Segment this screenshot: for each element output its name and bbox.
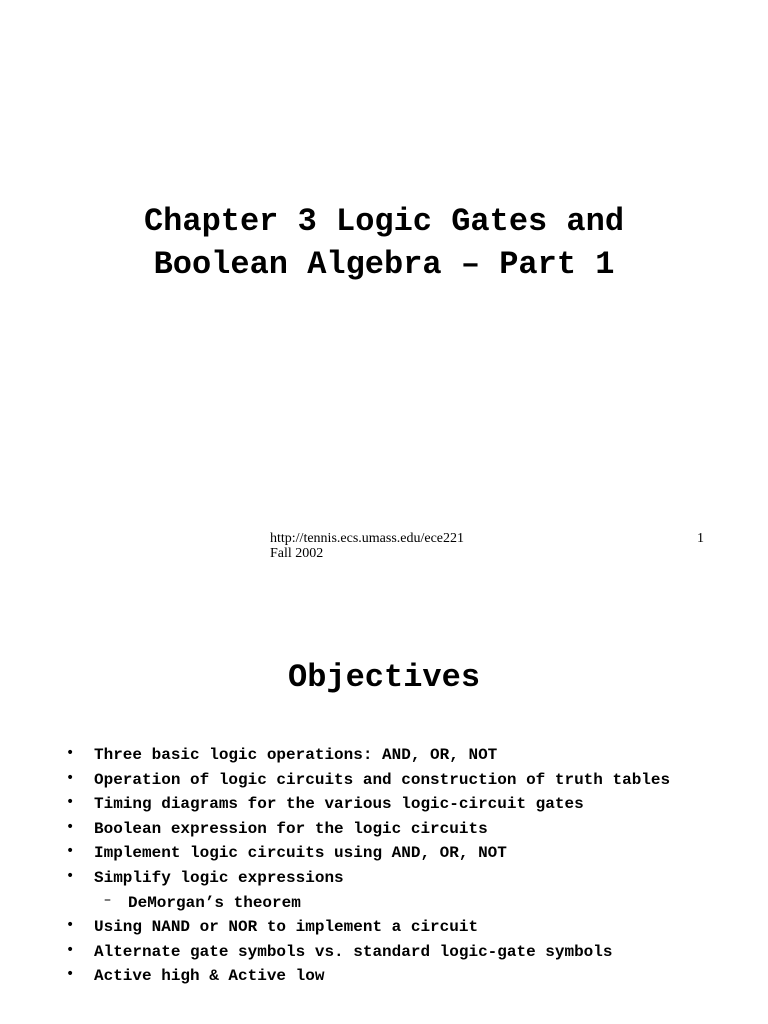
bullet-icon: • (66, 843, 75, 860)
bullet-icon: • (66, 867, 75, 884)
slide-title-line-2: Boolean Algebra – Part 1 (153, 246, 615, 283)
list-item-text: DeMorgan’s theorem (128, 893, 301, 912)
list-item (62, 770, 702, 791)
list-item-text: Simplify logic expressions (94, 868, 344, 887)
list-item-text: Three basic logic operations: AND, OR, NOT (94, 746, 498, 764)
list-item (62, 917, 702, 938)
list-item (62, 966, 702, 987)
list-item-text: Alternate gate symbols vs. standard logic-gate symbols (94, 942, 613, 961)
page-number: 1 (697, 531, 704, 546)
list-item (62, 819, 702, 840)
dash-icon: – (104, 891, 111, 908)
bullet-icon: • (66, 794, 75, 811)
bullet-icon: • (66, 769, 75, 786)
list-item-text: Timing diagrams for the various logic-circuit gates (94, 795, 584, 814)
bullet-icon: • (66, 941, 75, 958)
bullet-icon: • (66, 966, 75, 983)
list-item-text: Active high & Active low (94, 967, 325, 986)
footer-term: Fall 2002 (270, 546, 324, 561)
bullet-icon: • (66, 917, 75, 934)
list-item (62, 745, 702, 766)
objectives-list (62, 745, 702, 991)
list-item-text: Implement logic circuits using AND, OR, NOT (94, 844, 507, 863)
footer-url: http://tennis.ecs.umass.edu/ece221 (270, 531, 465, 546)
list-item-text: Using NAND or NOR to implement a circuit (94, 918, 479, 937)
list-item-text: Boolean expression for the logic circuits (94, 819, 488, 838)
list-item (62, 868, 702, 889)
slide-title (0, 200, 768, 286)
bullet-icon: • (66, 745, 75, 761)
objectives-heading: Objectives (287, 659, 481, 696)
list-item (62, 794, 702, 815)
list-item (62, 843, 702, 864)
list-item (62, 942, 702, 963)
list-item-text: Operation of logic circuits and construction of truth tables (94, 770, 671, 789)
bullet-icon: • (66, 818, 75, 835)
sub-list-item (62, 893, 702, 914)
slide-title-line-1: Chapter 3 Logic Gates and (143, 203, 625, 240)
